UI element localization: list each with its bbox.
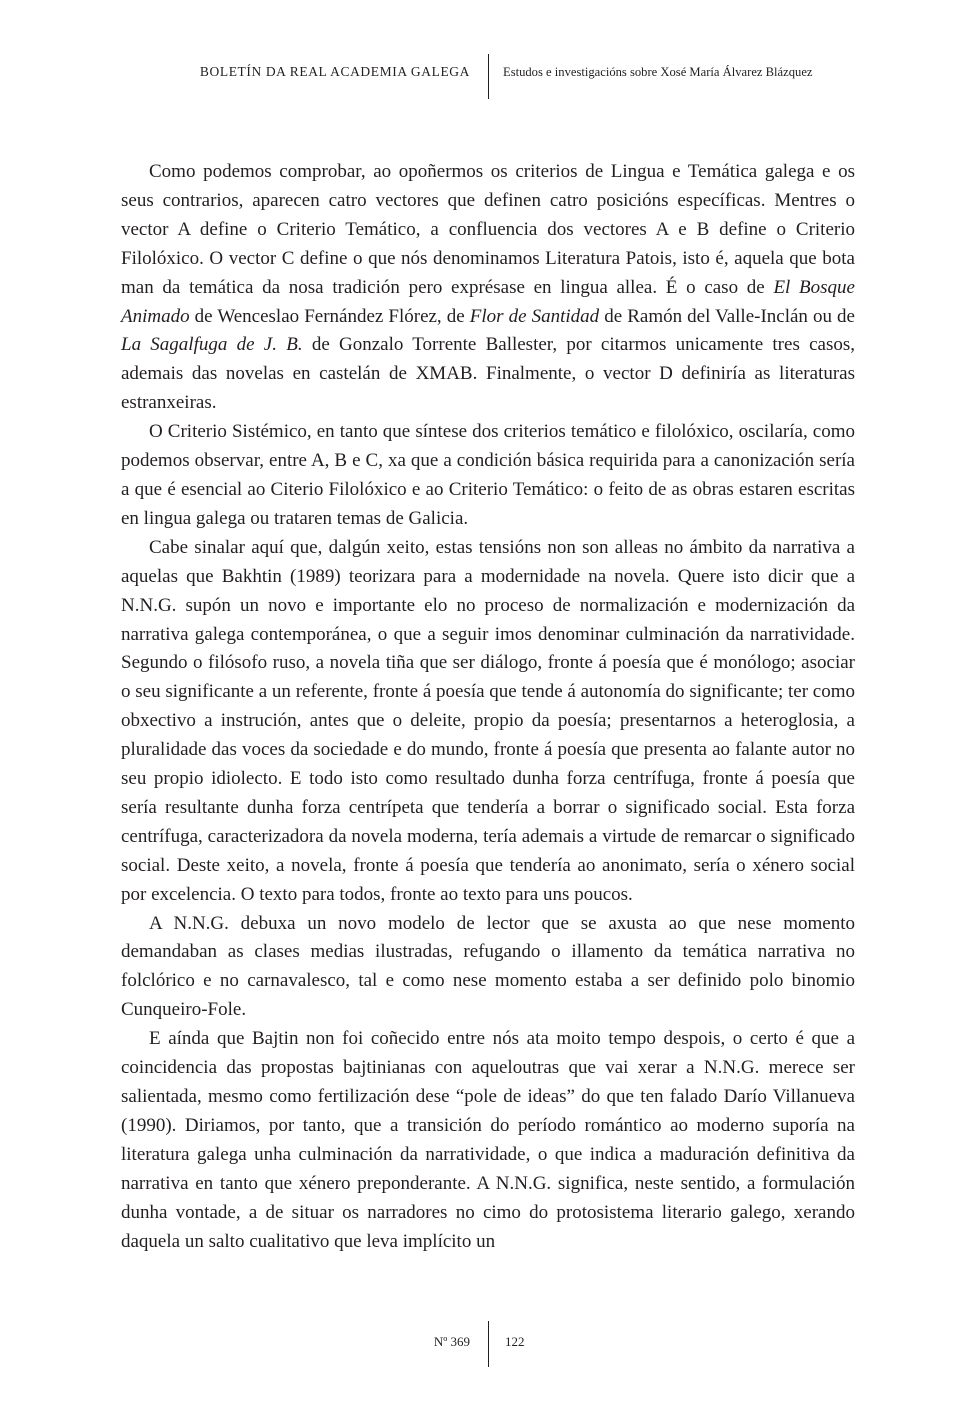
- running-head-section: Estudos e investigacións sobre Xosé María Álvarez Blázquez: [503, 65, 813, 79]
- header-divider: [488, 54, 489, 99]
- text-run: de Gonzalo Torrente Ballester, por citarmos unicamente tres casos, ademais das novelas en castelán de XMAB. Finalmente, o vector D definiría as literaturas estranxeiras.: [121, 334, 855, 414]
- work-title: El Bosque Animado: [121, 276, 855, 327]
- work-title: Flor de Santidad: [469, 305, 600, 327]
- issue-number: Nº 369: [433, 1334, 470, 1349]
- paragraph-1: [121, 158, 855, 418]
- paragraph-5: E aínda que Bajtin non foi coñecido entre nós ata moito tempo despois, o certo é que a coincidencia das propostas bajtinianas con aqueloutras que vai xerar a N.N.G. merece ser salientada, mesmo como fertilización dese “pole de ideas” do que ten falado Darío Villanueva (1990). Diriamos, por tanto, que a transición do período romántico ao moderno suporía na literatura galega unha culminación da narratividade, o que indica a maduración definitiva da narrativa en tanto que xénero preponderante. A N.N.G. significa, neste sentido, a formulación dunha vontade, a de situar os narradores no cimo do protosistema literario galego, xerando daquela un salto cualitativo que leva implícito un: [121, 1028, 855, 1252]
- article-body: [121, 158, 855, 1256]
- work-title: La Sagalfuga de J. B.: [121, 334, 303, 356]
- paragraph-4: A N.N.G. debuxa un novo modelo de lector que se axusta ao que nese momento demandaban as clases medias ilustradas, refugando o illamento da temática narrativa no folclórico e no carnavalesco, tal e como nese momento estaba a ser definido polo binomio Cunqueiro-Fole.: [121, 912, 855, 1021]
- running-head-journal: BOLETÍN DA REAL ACADEMIA GALEGA: [199, 64, 470, 79]
- text-run: Como podemos comprobar, ao opoñermos os criterios de Lingua e Temática galega e os seus contrarios, aparecen catro vectores que definen catro posicións específicas. Mentres o vector A define o Criterio Temático, a confluencia dos vectores A e B define o Criterio Filolóxico. O vector C define o que nós denominamos Literatura Patois, isto é, aquela que bota man da temática da nosa tradición pero exprésase en lingua allea. É o caso de: [121, 161, 855, 298]
- paragraph-2: O Criterio Sistémico, en tanto que síntese dos criterios temático e filolóxico, oscilaría, como podemos observar, entre A, B e C, xa que a condición básica requirida para a canonización sería a que é esencial ao Citerio Filolóxico e ao Criterio Temático: o feito de as obras estaren escritas en lingua galega ou trataren temas de Galicia.: [121, 421, 855, 529]
- footer-divider: [488, 1321, 489, 1367]
- text-run: de Ramón del Valle-Inclán ou de: [599, 305, 855, 327]
- page-number: 122: [505, 1334, 525, 1349]
- paragraph-3: Cabe sinalar aquí que, dalgún xeito, estas tensións non son alleas no ámbito da narrativa a aquelas que Bakhtin (1989) teorizara para a modernidade na novela. Quere isto dicir que a N.N.G. supón un novo e importante elo no proceso de normalización e modernización da narrativa galega contemporánea, o que a seguir imos denominar culminación da narratividade. Segundo o filósofo ruso, a novela tiña que ser diálogo, fronte á poesía que é monólogo; asociar o seu significante a un referente, fronte á poesía que tende á autonomía do significante; ter como obxectivo a instrución, antes que o deleite, propio da poesía; presentarnos a heteroglosia, a pluralidade das voces da sociedade e do mundo, fronte á poesía que presenta ao falante autor no seu propio idiolecto. E todo isto como resultado dunha forza centrífuga, fronte á poesía que sería resultante dunha forza centrípeta que tendería a borrar o significado social. Esta forza centrífuga, caracterizadora da novela moderna, tería ademais a virtude de remarcar o significado social. Deste xeito, a novela, fronte á poesía que tendería ao anonimato, sería o xénero social por excelencia. O texto para todos, fronte ao texto para uns poucos.: [121, 536, 855, 905]
- text-run: de Wenceslao Fernández Flórez, de: [189, 305, 470, 327]
